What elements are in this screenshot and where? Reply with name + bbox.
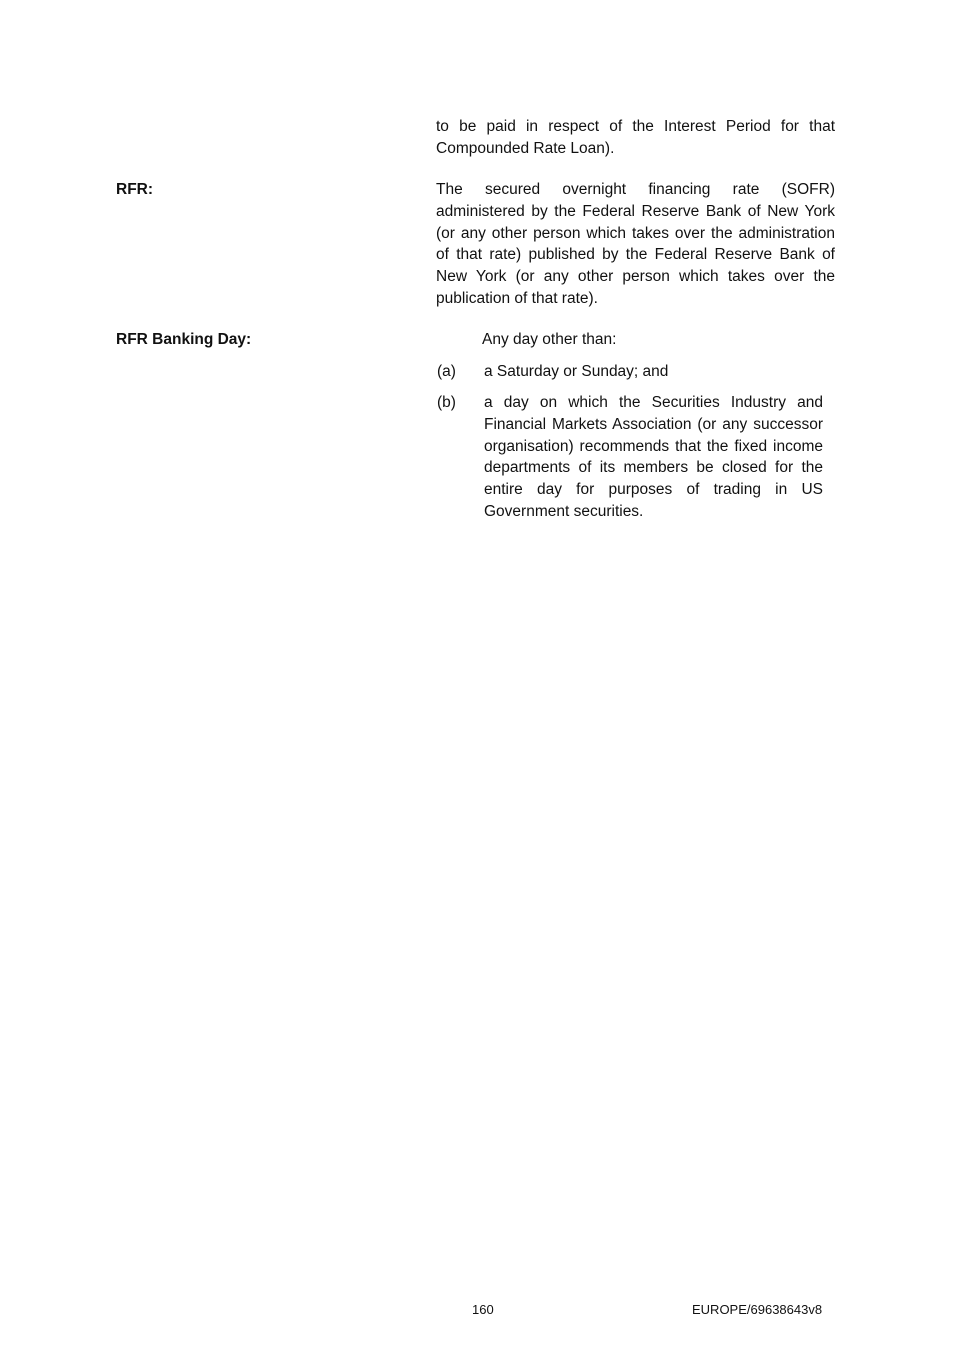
definition-text-rfr: The secured overnight financing rate (SOFR) administered by the Federal Reserve Bank of New York (or any other person which takes over the administration of that rate) published by the Federal Reserve Bank of New York (or any other person which takes over the publication of that rate). (436, 181, 835, 307)
list-item-text-b: a day on which the Securities Industry and Financial Markets Association (or any successor organisation) recommends that the fixed income departments of its members be closed for the entire day for purposes of trading in US Government securities. (484, 394, 823, 520)
document-reference: EUROPE/69638643v8 (692, 1302, 823, 1317)
definition-term-rfr: RFR: (116, 181, 154, 198)
continuation-paragraph: to be paid in respect of the Interest Period for that Compounded Rate Loan). (436, 118, 835, 157)
list-item-label-a: (a) (437, 363, 456, 380)
list-item-label-b: (b) (437, 394, 456, 411)
page-number: 160 (472, 1302, 494, 1317)
list-item-text-a: a Saturday or Sunday; and (484, 363, 669, 380)
definition-intro-rfr-banking-day: Any day other than: (482, 331, 617, 348)
definition-term-rfr-banking-day: RFR Banking Day: (116, 331, 252, 348)
